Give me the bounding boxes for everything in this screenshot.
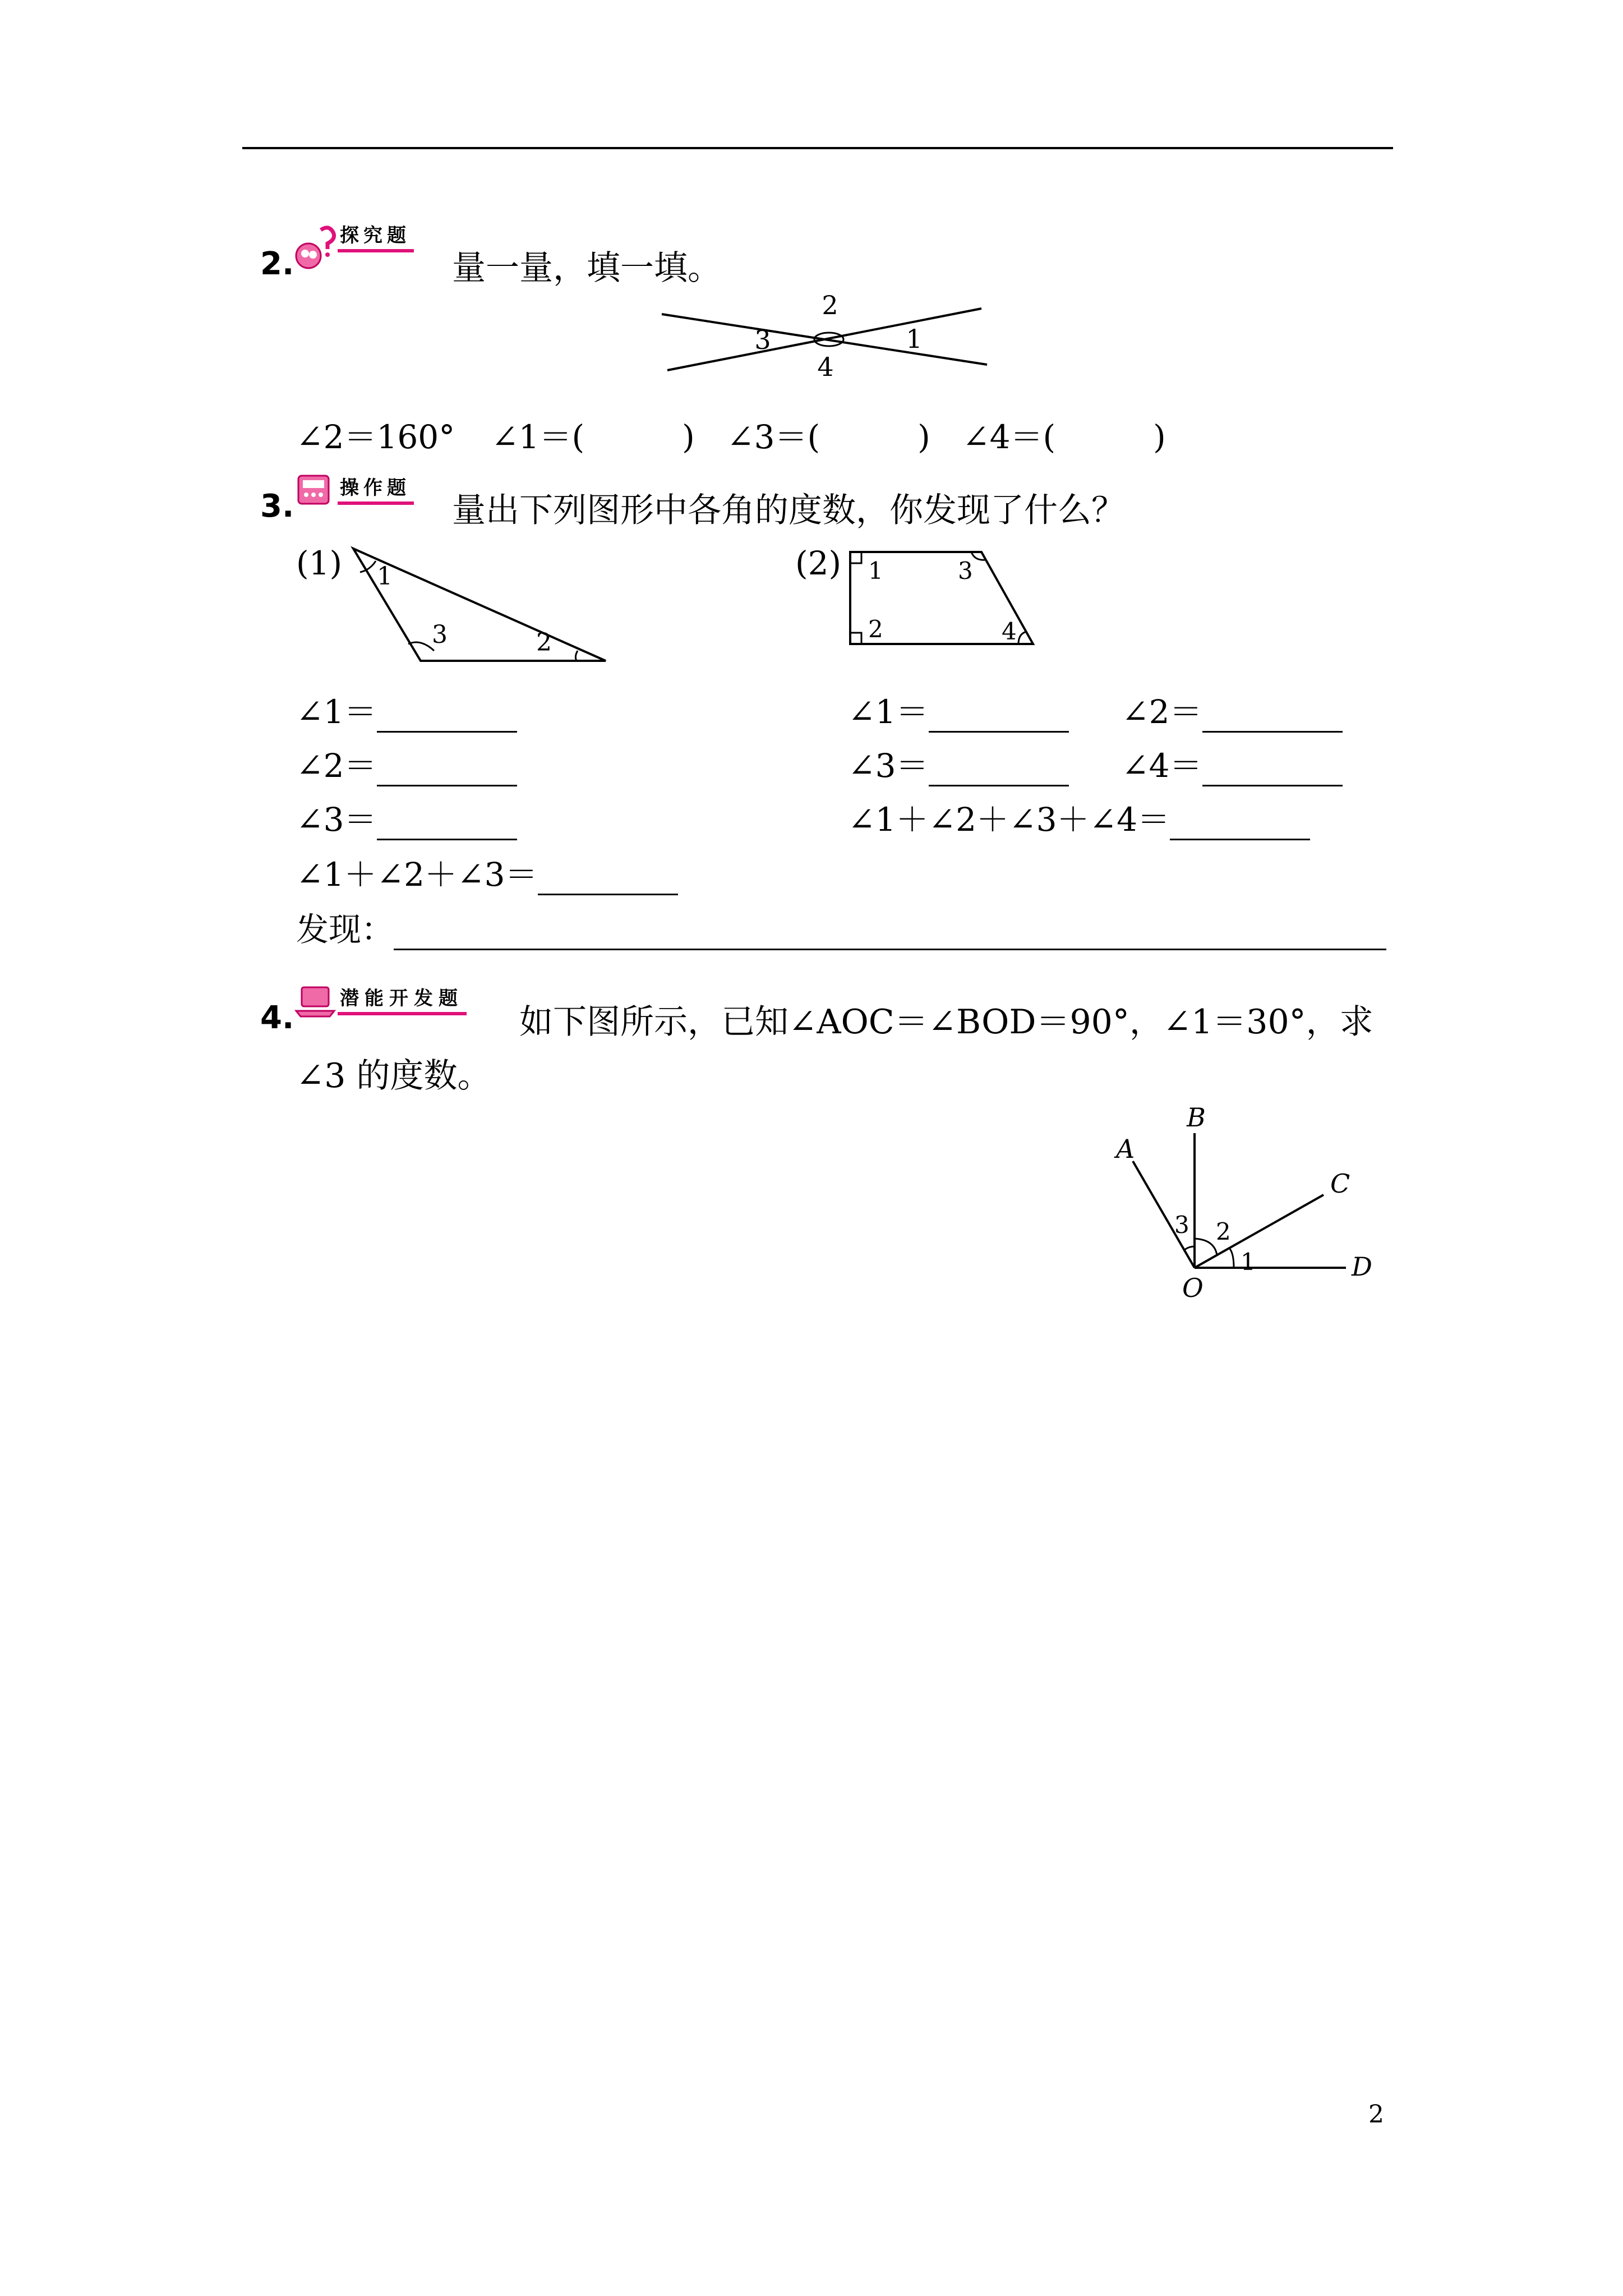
laptop-icon: [294, 984, 338, 1018]
trap-label-3: 3: [958, 557, 973, 585]
label-1: 1: [906, 324, 923, 354]
right-angle-1: [850, 552, 861, 563]
quad-angle3-label: ∠3＝: [848, 747, 929, 785]
tri-sum-blank[interactable]: [538, 866, 678, 895]
label-D: D: [1352, 1251, 1372, 1282]
label-C: C: [1330, 1168, 1350, 1199]
label-4: 4: [817, 352, 834, 382]
quad-angle4-blank[interactable]: [1202, 757, 1343, 786]
discover-label: 发现：: [296, 910, 394, 949]
q2-number: 2.: [260, 246, 294, 282]
calculator-icon: [294, 473, 338, 507]
trap-label-4: 4: [1002, 618, 1017, 645]
tri-angle1-blank[interactable]: [377, 703, 517, 733]
fig1-tag: (1): [296, 544, 343, 582]
fig2-tag: (2): [795, 544, 842, 582]
q3-badge-label: 操作题: [338, 476, 414, 505]
quad-angle3-blank[interactable]: [929, 757, 1069, 786]
quad-sum-label: ∠1＋∠2＋∠3＋∠4＝: [848, 800, 1170, 839]
trap-label-1: 1: [868, 557, 883, 585]
q3-triangle-figure: [348, 539, 617, 668]
q4-badge: [294, 985, 467, 1016]
angle1-arc: [1229, 1248, 1234, 1268]
tri-sum-label: ∠1＋∠2＋∠3＝: [296, 855, 538, 894]
label-3: 3: [1174, 1211, 1189, 1239]
label-3: 3: [754, 325, 771, 355]
q3-instruction: 量出下列图形中各角的度数，你发现了什么？: [452, 491, 1125, 530]
header-rule: [242, 147, 1393, 149]
quad-angle2-blank[interactable]: [1202, 703, 1343, 733]
tri-angle1-label: ∠1＝: [296, 693, 377, 731]
q4-badge-label: 潜能开发题: [338, 986, 467, 1015]
tri-angle3-label: ∠3＝: [296, 800, 377, 839]
quad-angle1-blank[interactable]: [929, 703, 1069, 733]
q4-number: 4.: [260, 1000, 294, 1036]
q3-trapezoid-figure: [841, 539, 1043, 651]
q2-angle3[interactable]: ∠3＝( ): [727, 418, 930, 456]
trap-label-2: 2: [868, 615, 883, 643]
label-A: A: [1116, 1134, 1135, 1164]
q3-number: 3.: [260, 488, 294, 524]
angle2-arc: [575, 651, 578, 661]
q2-instruction: 量一量，填一填。: [452, 249, 721, 288]
tri-label-2: 2: [536, 628, 552, 657]
angle4-arc: [1018, 632, 1026, 644]
q2-angle4[interactable]: ∠4＝( ): [962, 418, 1166, 456]
tri-label-3: 3: [432, 620, 448, 649]
q4-angles-figure: [1099, 1099, 1391, 1313]
q2-angle2: ∠2＝160°: [296, 418, 455, 456]
right-angle-2: [850, 633, 861, 644]
q4-text-line2: ∠3 的度数。: [296, 1056, 491, 1096]
q3-badge: [294, 475, 414, 506]
label-O: O: [1182, 1273, 1204, 1303]
quad-sum-blank[interactable]: [1170, 811, 1310, 840]
tri-angle2-blank[interactable]: [377, 757, 517, 786]
q2-badge-label: 探究题: [338, 223, 414, 252]
q4-text-line1: 如下图所示，已知∠AOC＝∠BOD＝90°，∠1＝30°，求: [519, 1002, 1373, 1042]
tri-angle3-blank[interactable]: [377, 811, 517, 840]
quad-angle1-label: ∠1＝: [848, 693, 929, 731]
angle3-arc: [1184, 1246, 1195, 1250]
page-number: 2: [1368, 2100, 1384, 2129]
discover-blank[interactable]: [394, 921, 1386, 950]
label-1: 1: [1241, 1248, 1256, 1276]
q2-crossing-lines-figure: [651, 292, 1021, 387]
tri-label-1: 1: [377, 562, 393, 591]
label-2: 2: [1216, 1218, 1231, 1245]
label-2: 2: [822, 292, 838, 320]
q2-angle1[interactable]: ∠1＝( ): [491, 418, 695, 456]
quad-angle2-label: ∠2＝: [1122, 693, 1202, 731]
label-B: B: [1187, 1102, 1206, 1133]
q2-badge: [294, 222, 414, 254]
magnifier-question-icon: [294, 221, 338, 255]
tri-angle2-label: ∠2＝: [296, 747, 377, 785]
ray-OC: [1195, 1195, 1324, 1268]
angle2-arc: [1195, 1239, 1217, 1255]
quad-angle4-label: ∠4＝: [1122, 747, 1202, 785]
